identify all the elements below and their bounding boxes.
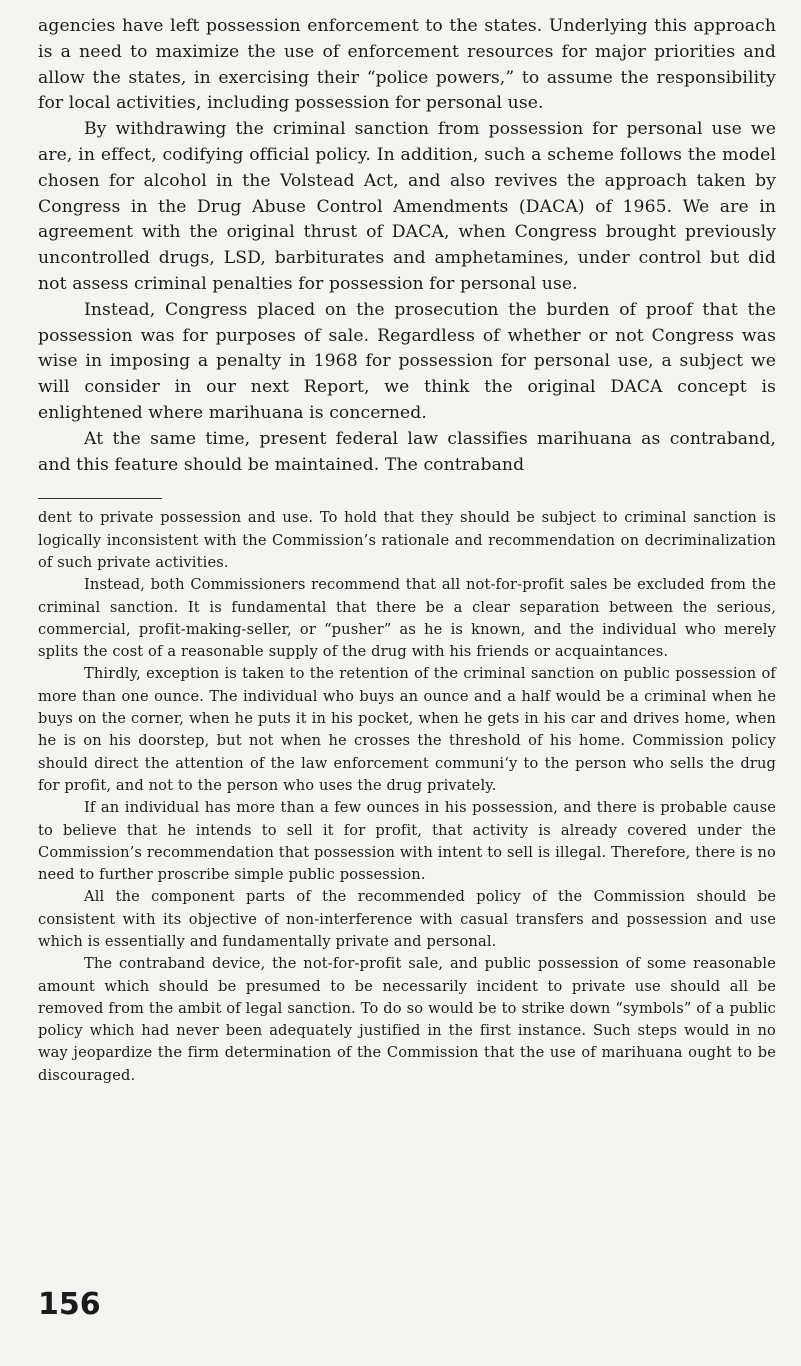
paragraph-4: At the same time, present federal law classifies marihuana as contraband, and this feature should be maintained. The contraband [38, 428, 776, 475]
paragraph-3: Instead, Congress placed on the prosecution the burden of proof that the possession was for purposes of sale. Regardless of whether or not Congress was wise in imposing a penalty in 1968 for possession for personal use, a subject we will consider in our next Report, we think the original DACA concept is enlightened where marihuana is concerned. [38, 299, 776, 423]
note-paragraph-4: If an individual has more than a few ounces in his possession, and there is probable cause to believe that he intends to sell it for profit, that activity is already covered under the Commission’s recommendation that possession with intent to sell is illegal. Therefore, there is no need to further proscribe simple public possession. [38, 799, 776, 884]
section-divider [38, 498, 162, 499]
note-paragraph-1: dent to private possession and use. To hold that they should be subject to criminal sanction is logically inconsistent with the Commission’s rationale and recommendation on decriminalization of such private activities. [38, 509, 776, 571]
note-paragraph-2: Instead, both Commissioners recommend that all not-for-profit sales be excluded from the criminal sanction. It is fundamental that there be a clear separation between the serious, commercial, profit-making-seller, or “pusher” as he is known, and the individual who merely splits the cost of a reasonable supply of the drug with his friends or acquaintances. [38, 576, 776, 661]
main-text-block [38, 14, 776, 478]
document-page [38, 14, 776, 1087]
note-paragraph-5: All the component parts of the recommended policy of the Commission should be consistent with its objective of non-interference with casual transfers and possession and use which is essentially and fundamentally private and personal. [38, 888, 776, 950]
note-paragraph-3: Thirdly, exception is taken to the retention of the criminal sanction on public possession of more than one ounce. The individual who buys an ounce and a half would be a criminal when he buys on the corner, when he puts it in his pocket, when he gets in his car and drives home, when he is on his doorstep, but not when he crosses the threshold of his home. Commission policy should direct the attention of the law enforcement communi‘y to the person who sells the drug for profit, and not to the person who uses the drug privately. [38, 665, 776, 794]
paragraph-1: agencies have left possession enforcement to the states. Underlying this approach is a need to maximize the use of enforcement resources for major priorities and allow the states, in exercising their “police powers,” to assume the responsibility for local activities, including possession for personal use. [38, 16, 776, 114]
page-number: 156 [38, 1287, 101, 1322]
paragraph-2: By withdrawing the criminal sanction from possession for personal use we are, in effect, codifying official policy. In addition, such a scheme follows the model chosen for alcohol in the Volstead Act, and also revives the approach taken by Congress in the Drug Abuse Control Amendments (DACA) of 1965. We are in agreement with the original thrust of DACA, when Congress brought previously uncontrolled drugs, LSD, barbiturates and amphetamines, under control but did not assess criminal penalties for possession for personal use. [38, 119, 776, 294]
continued-text-block [38, 507, 776, 1087]
note-paragraph-6: The contraband device, the not-for-profit sale, and public possession of some reasonable amount which should be presumed to be necessarily incident to private use should all be removed from the ambit of legal sanction. To do so would be to strike down “symbols” of a public policy which had never been adequately justified in the first instance. Such steps would in no way jeopardize the firm determination of the Commission that the use of marihuana ought to be discouraged. [38, 955, 776, 1084]
